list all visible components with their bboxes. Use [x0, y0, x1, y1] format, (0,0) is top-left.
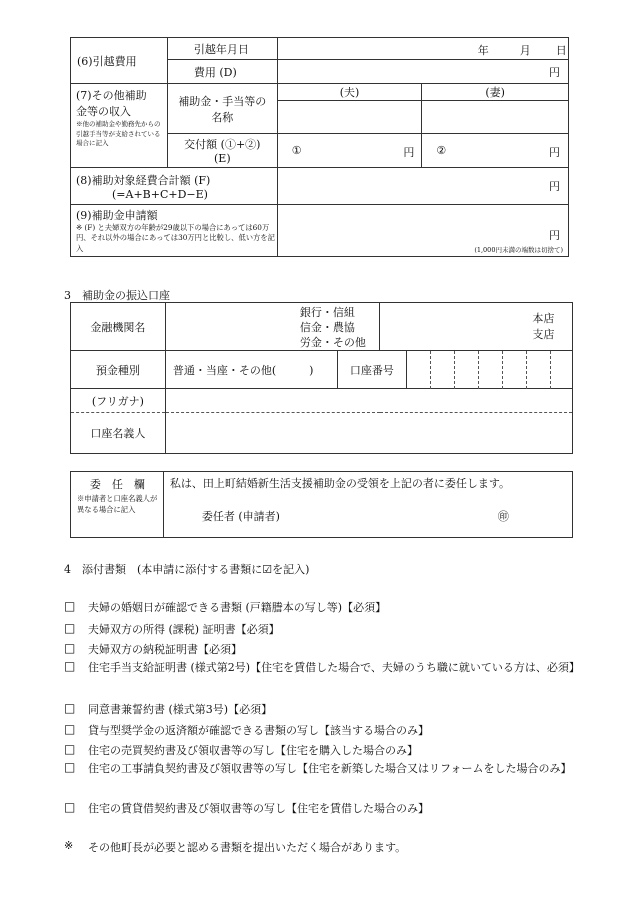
moving-cost-field[interactable]	[277, 60, 568, 84]
furigana-label: (フリガナ)	[71, 389, 166, 413]
checkbox-icon[interactable]: □	[64, 722, 76, 736]
seal-mark: ㊞	[497, 510, 509, 523]
checkbox-icon[interactable]: □	[64, 742, 76, 756]
yen-unit: 円	[549, 229, 560, 242]
account-digit-separator	[454, 351, 455, 389]
husband-grant-field[interactable]	[277, 134, 422, 168]
account-digit-separator	[550, 351, 551, 389]
bank-type-1: 銀行・信組	[299, 306, 355, 319]
yen-unit: 円	[549, 180, 560, 193]
attachment-label: 夫婦の婚姻日が確認できる書類 (戸籍謄本の写し等)【必須】	[88, 601, 387, 614]
checkbox-icon[interactable]: □	[64, 599, 76, 613]
bank-account-table	[70, 302, 573, 454]
wife-subsidy-name-field[interactable]	[422, 101, 569, 134]
grant-amount-label	[167, 134, 277, 168]
account-digit-separator	[526, 351, 527, 389]
month-unit: 月	[519, 44, 531, 57]
bank-type-options	[300, 305, 366, 350]
attachment-label: 住宅手当支給証明書 (様式第2号)【住宅を賃借した場合で、夫婦のうち職に就いている方は、必須】	[88, 661, 580, 674]
attachment-label: 住宅の賃貸借契約書及び領収書等の写し【住宅を賃借した場合のみ】	[88, 802, 429, 815]
attachment-label: 同意書兼誓約書 (様式第3号)【必須】	[88, 703, 273, 716]
other-subsidy-label	[71, 84, 168, 168]
account-number-label: 口座番号	[349, 364, 394, 377]
moving-date-field[interactable]	[277, 38, 568, 60]
attachment-label: 住宅の売買契約書及び領収書等の写し【住宅を購入した場合のみ】	[88, 744, 418, 757]
subsidy-name-label-a: 補助金・手当等の	[178, 94, 267, 108]
checkbox-icon[interactable]: □	[64, 760, 76, 774]
bank-name-field[interactable]	[165, 303, 380, 351]
wife-header: (妻)	[422, 84, 569, 101]
note-mark: ※	[64, 839, 74, 852]
deposit-type-options[interactable]: 普通・当座・その他( )	[172, 364, 314, 377]
moving-cost-d-label: 費用 (D)	[167, 60, 277, 84]
checkbox-icon[interactable]: □	[64, 800, 76, 814]
financial-institution-label: 金融機関名	[71, 303, 166, 351]
total-eligible-label-a: (8)補助対象経費合計額 (F)	[76, 173, 211, 187]
total-eligible-formula: (=A+B+C+D−E)	[112, 187, 208, 201]
account-digit-separator	[478, 351, 479, 389]
checkbox-icon[interactable]: □	[64, 621, 76, 635]
year-unit: 年	[477, 44, 489, 57]
expense-table	[70, 37, 569, 257]
wife-grant-field[interactable]	[422, 134, 569, 168]
delegation-field[interactable]	[163, 472, 572, 538]
total-eligible-label	[71, 168, 278, 205]
account-holder-field[interactable]	[165, 413, 572, 454]
application-amount-note: ※ (F) と夫婦双方の年齢が29歳以下の場合にあっては60万円、それ以外の場合にあっては30万円と比較し、低い方を記入	[76, 222, 275, 253]
grant-amount-label-a: 交付額 (①+②)	[184, 138, 261, 151]
yen-unit: 円	[549, 65, 560, 79]
total-eligible-field[interactable]	[277, 168, 568, 205]
attachments-heading: 4 添付書類 (本申請に添付する書類に☑を記入)	[64, 563, 310, 576]
subsidy-name-label	[167, 84, 277, 134]
account-digit-separator	[502, 351, 503, 389]
bank-type-3: 労金・その他	[299, 336, 366, 349]
delegation-label-cell	[71, 472, 164, 538]
final-note: その他町長が必要と認める書類を提出いただく場合があります。	[88, 841, 407, 854]
application-amount-title: (9)補助金申請額	[76, 208, 158, 222]
checkbox-icon[interactable]: □	[64, 659, 76, 673]
checkbox-icon[interactable]: □	[64, 701, 76, 715]
husband-subsidy-name-field[interactable]	[277, 101, 422, 134]
checkbox-icon[interactable]: □	[64, 641, 76, 655]
furigana-field[interactable]	[165, 389, 572, 413]
day-unit: 日	[555, 44, 567, 57]
application-amount-field[interactable]	[277, 205, 568, 257]
divider	[406, 351, 407, 389]
application-amount-label	[71, 205, 278, 257]
other-subsidy-note: ※他の補助金や勤務先からの引越手当等が支給されている場合に記入	[76, 120, 161, 147]
delegation-label: 委 任 欄	[89, 478, 145, 491]
other-subsidy-title-b: 金等の収入	[76, 105, 131, 118]
circled-one: ①	[291, 144, 302, 157]
deposit-row	[165, 351, 572, 389]
yen-unit: 円	[549, 146, 560, 159]
bank-type-2: 信金・農協	[299, 321, 355, 334]
branch-name-field[interactable]	[380, 303, 573, 351]
delegation-note: ※申請者と口座名義人が異なる場合に記入	[77, 494, 158, 514]
other-subsidy-title-a: (7)その他補助	[76, 89, 147, 102]
attachment-label: 夫婦双方の納税証明書【必須】	[88, 643, 242, 656]
circled-two: ②	[436, 144, 447, 157]
attachment-label: 住宅の工事請負契約書及び領収書等の写し【住宅を新築した場合又はリフォームをした場合のみ】	[88, 762, 572, 775]
subsidy-name-label-b: 名称	[211, 110, 234, 124]
divider	[337, 351, 338, 389]
account-holder-label: 口座名義人	[71, 413, 166, 454]
attachment-label: 夫婦双方の所得 (課税) 証明書【必須】	[88, 623, 280, 636]
branch-sub: 支店	[532, 328, 555, 341]
moving-cost-label: (6)引越費用	[71, 38, 168, 84]
attachment-label: 貸与型奨学金の返済額が確認できる書類の写し【該当する場合のみ】	[88, 724, 429, 737]
moving-date-label: 引越年月日	[167, 38, 277, 60]
account-digit-separator	[430, 351, 431, 389]
delegation-table	[70, 471, 573, 538]
bank-account-heading: 3 補助金の振込口座	[64, 289, 170, 302]
husband-header: (夫)	[277, 84, 422, 101]
branch-options	[532, 311, 554, 343]
delegator-label: 委任者 (申請者)	[201, 510, 280, 523]
rounding-note: (1,000円未満の端数は切捨て)	[474, 246, 563, 254]
grant-amount-label-b: (E)	[214, 152, 231, 165]
yen-unit: 円	[403, 146, 415, 159]
deposit-type-label: 預金種別	[71, 351, 166, 389]
branch-main: 本店	[532, 312, 555, 325]
delegation-statement: 私は、田上町結婚新生活支援補助金の受領を上記の者に委任します。	[169, 477, 510, 490]
